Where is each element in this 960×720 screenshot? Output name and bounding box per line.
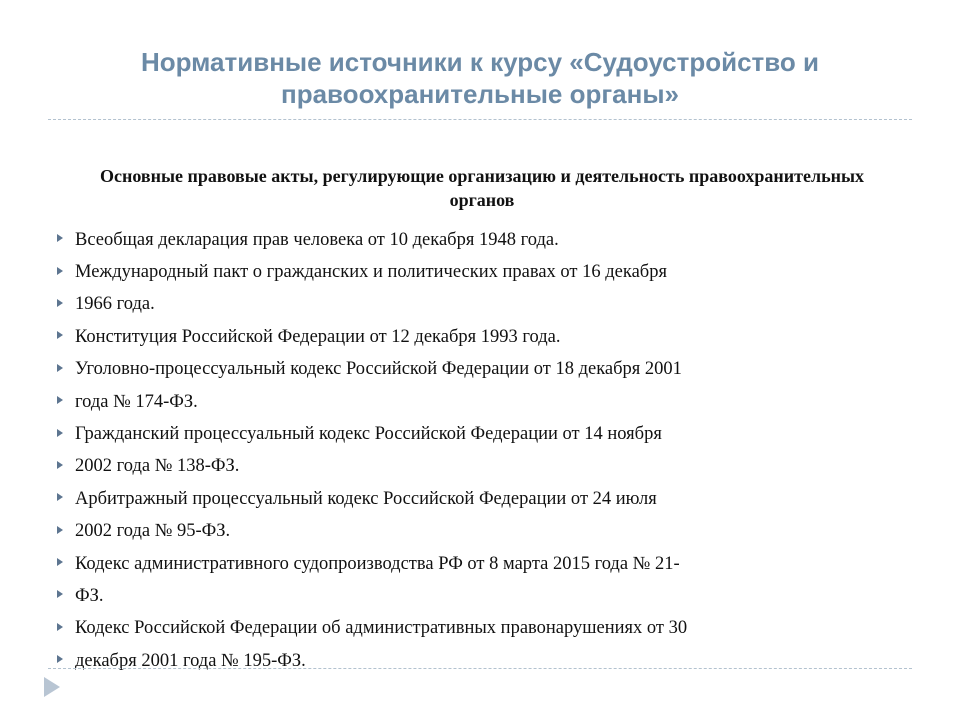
footer-divider [48,668,912,669]
list-item-text: Международный пакт о гражданских и политических правах от 16 декабря [75,262,667,283]
list-item [57,418,917,450]
list-item [57,386,917,418]
list-item-text: Уголовно-процессуальный кодекс Российской Федерации от 18 декабря 2001 [75,359,682,380]
list-item-text: 1966 года. [75,294,155,315]
list-item-text: Всеобщая декларация прав человека от 10 декабря 1948 года. [75,229,559,250]
list-item [57,548,917,580]
list-item [57,516,917,548]
triangle-bullet-icon [57,558,63,566]
triangle-bullet-icon [57,331,63,339]
list-item [57,224,917,256]
triangle-bullet-icon [57,396,63,404]
list-item-text: 2002 года № 138-ФЗ. [75,456,240,477]
next-arrow-icon[interactable] [44,677,60,697]
triangle-bullet-icon [57,493,63,501]
list-item-text: Конституция Российской Федерации от 12 декабря 1993 года. [75,326,561,347]
list-item [57,256,917,288]
list-item [57,645,917,677]
list-item-text: декабря 2001 года № 195-ФЗ. [75,650,306,671]
title-divider [48,119,912,120]
triangle-bullet-icon [57,234,63,242]
list-item [57,289,917,321]
triangle-bullet-icon [57,655,63,663]
triangle-bullet-icon [57,526,63,534]
list-item-text: Кодекс Российской Федерации об административных правонарушениях от 30 [75,618,688,639]
list-item [57,613,917,645]
triangle-bullet-icon [57,267,63,275]
sources-list [57,224,917,677]
section-heading: Основные правовые акты, регулирующие организацию и деятельность правоохранительных органов [99,166,865,210]
list-item [57,354,917,386]
triangle-bullet-icon [57,364,63,372]
list-item-text: Гражданский процессуальный кодекс Российской Федерации от 14 ноября [75,424,662,445]
list-item-text: Арбитражный процессуальный кодекс Российской Федерации от 24 июля [75,488,657,509]
triangle-bullet-icon [57,429,63,437]
triangle-bullet-icon [57,461,63,469]
list-item-text: года № 174-ФЗ. [75,391,198,412]
triangle-bullet-icon [57,299,63,307]
list-item-text: 2002 года № 95-ФЗ. [75,521,231,542]
list-item-text: Кодекс административного судопроизводства РФ от 8 марта 2015 года № 21- [75,553,680,574]
list-item [57,451,917,483]
list-item [57,580,917,612]
list-item-text: ФЗ. [75,585,104,606]
list-item [57,321,917,353]
list-item [57,483,917,515]
slide-title: Нормативные источники к курсу «Судоустройство и правоохранительные органы» [140,47,820,109]
triangle-bullet-icon [57,623,63,631]
triangle-bullet-icon [57,590,63,598]
